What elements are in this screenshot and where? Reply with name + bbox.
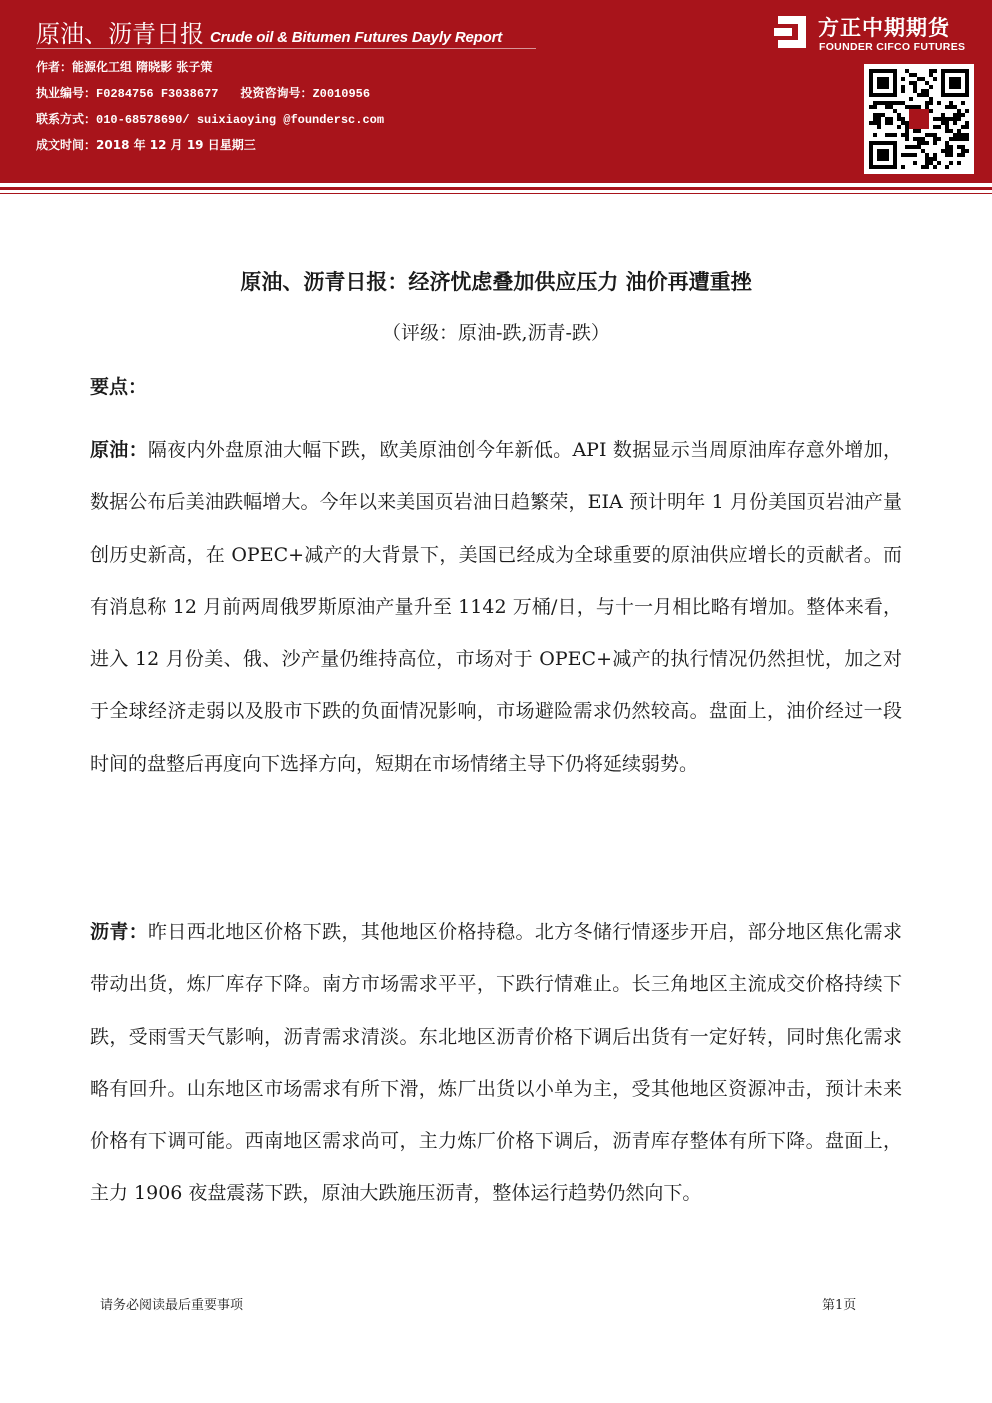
contact-line xyxy=(36,110,384,127)
logo-name-en: FOUNDER CIFCO FUTURES xyxy=(819,41,966,53)
company-logo xyxy=(770,10,986,56)
page-number: 第1页 xyxy=(822,1298,857,1313)
keypoints-heading: 要点： xyxy=(90,376,148,398)
report-series-title xyxy=(36,14,502,48)
date-label: 成文时间： xyxy=(36,138,97,152)
header-divider-thick xyxy=(0,187,992,190)
license-numbers: F0284756 F3038677 xyxy=(96,87,219,101)
contact-value: 010-68578690/ suixiaoying @foundersc.com xyxy=(96,113,385,127)
authors-line: 作者：能源化工组 隋晓影 张子策 xyxy=(36,60,213,74)
header-divider-thin xyxy=(0,193,992,194)
advisory-label: 投资咨询号： xyxy=(240,86,313,100)
license-line xyxy=(36,84,370,101)
series-title-cn: 原油、沥青日报 xyxy=(36,20,204,48)
series-title-en: Crude oil & Bitumen Futures Dayly Report xyxy=(210,29,503,46)
advisory-number: Z0010956 xyxy=(312,87,371,101)
crude-oil-text: 隔夜内外盘原油大幅下跌，欧美原油创今年新低。API 数据显示当周原油库存意外增加，数据公布后美油跌幅增大。今年以来美国页岩油日趋繁荣，EIA 预计明年 1 月份美国页岩油产量创历史新高，在 OPEC+减产的大背景下，美国已经成为全球重要的原油供应增长的贡献者。而有消息称 12 月前两周俄罗斯原油产量升至 1142 万桶/日，与十一月相比略有增加。整体来看，进入 12 月份美、俄、沙产量仍维持高位，市场对于 OPEC+减产的执行情况仍然担忧，加之对于全球经济走弱以及股市下跌的负面情况影响，市场避险需求仍然较高。盘面上，油价经过一段时间的盘整后再度向下选择方向，短期在市场情绪主导下仍将延续弱势。 xyxy=(90,439,902,775)
bitumen-paragraph xyxy=(90,906,902,1220)
date-line xyxy=(36,136,256,153)
date-value: 2018 年 12 月 19 日星期三 xyxy=(96,138,256,152)
footer-rule xyxy=(90,1288,902,1289)
report-rating: （评级：原油-跌,沥青-跌） xyxy=(382,322,610,344)
logo-mark-icon xyxy=(770,12,810,52)
contact-label: 联系方式： xyxy=(36,112,97,126)
bitumen-text: 昨日西北地区价格下跌，其他地区价格持稳。北方冬储行情逐步开启，部分地区焦化需求带动出货，炼厂库存下降。南方市场需求平平，下跌行情难止。长三角地区主流成交价格持续下跌，受雨雪天气影响，沥青需求清淡。东北地区沥青价格下调后出货有一定好转，同时焦化需求略有回升。山东地区市场需求有所下滑，炼厂出货以小单为主，受其他地区资源冲击，预计未来价格有下调可能。西南地区需求尚可，主力炼厂价格下调后，沥青库存整体有所下降。盘面上，主力 1906 夜盘震荡下跌，原油大跌施压沥青，整体运行趋势仍然向下。 xyxy=(90,921,902,1205)
report-title: 原油、沥青日报：经济忧虑叠加供应压力 油价再遭重挫 xyxy=(240,270,752,294)
logo-name-cn: 方正中期期货 xyxy=(818,16,950,40)
qr-code-icon xyxy=(864,64,974,174)
banner-rule xyxy=(36,48,536,49)
bitumen-lead: 沥青： xyxy=(90,921,149,943)
license-label: 执业编号： xyxy=(36,86,97,100)
footer-notice: 请务必阅读最后重要事项 xyxy=(100,1298,244,1313)
crude-oil-lead: 原油： xyxy=(90,439,148,461)
header-banner xyxy=(0,0,992,183)
qr-code xyxy=(864,64,974,174)
crude-oil-paragraph xyxy=(90,424,902,790)
